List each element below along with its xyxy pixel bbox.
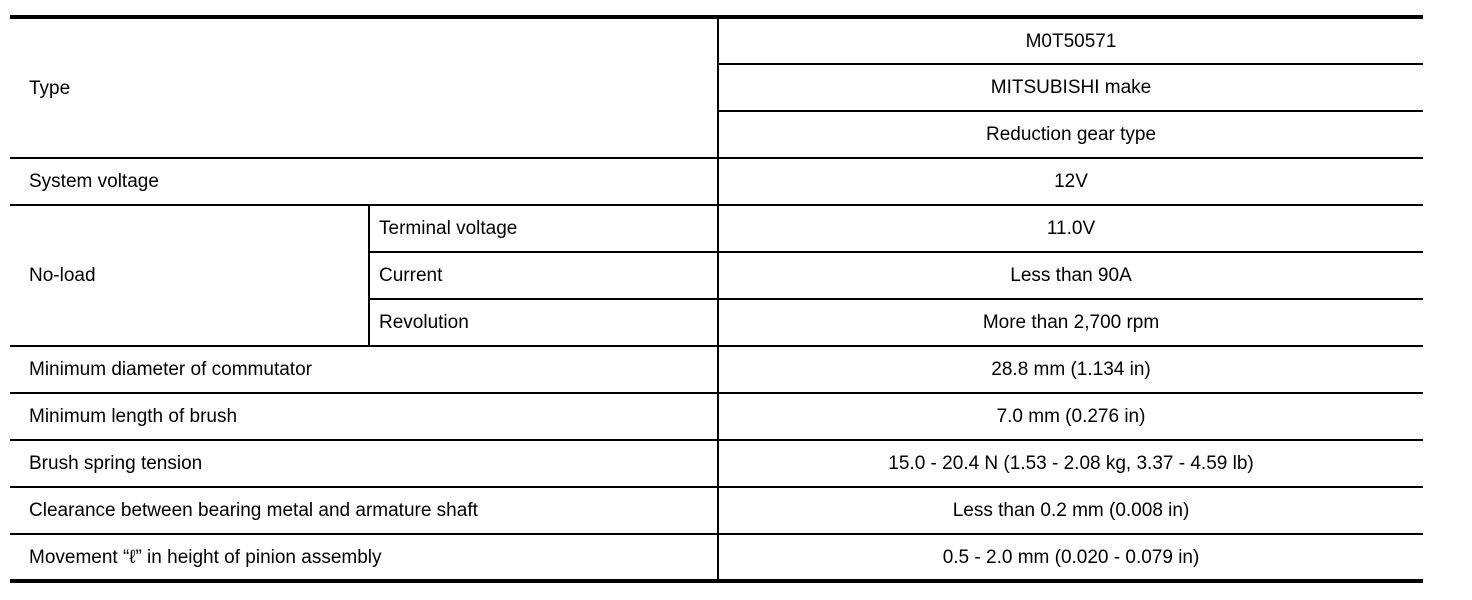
system-voltage-value: 12V — [718, 158, 1423, 205]
table-row — [10, 346, 1423, 393]
table-row — [10, 393, 1423, 440]
revolution-label: Revolution — [369, 299, 718, 346]
manufacturer: MITSUBISHI make — [718, 64, 1423, 111]
current-value: Less than 90A — [718, 252, 1423, 299]
starter-spec-table — [10, 15, 1423, 583]
brush-length-value: 7.0 mm (0.276 in) — [718, 393, 1423, 440]
table-row — [10, 440, 1423, 487]
system-voltage-label: System voltage — [10, 158, 718, 205]
terminal-voltage-label: Terminal voltage — [369, 205, 718, 252]
model-number: M0T50571 — [718, 17, 1423, 64]
no-load-label: No-load — [10, 205, 369, 346]
terminal-voltage-value: 11.0V — [718, 205, 1423, 252]
bearing-clearance-label: Clearance between bearing metal and armature shaft — [10, 487, 718, 534]
gear-type: Reduction gear type — [718, 111, 1423, 158]
brush-spring-tension-value: 15.0 - 20.4 N (1.53 - 2.08 kg, 3.37 - 4.59 lb) — [718, 440, 1423, 487]
bearing-clearance-value: Less than 0.2 mm (0.008 in) — [718, 487, 1423, 534]
table-row — [10, 534, 1423, 581]
type-label: Type — [10, 17, 718, 158]
table-row — [10, 487, 1423, 534]
commutator-diameter-value: 28.8 mm (1.134 in) — [718, 346, 1423, 393]
table-row — [10, 17, 1423, 64]
brush-spring-tension-label: Brush spring tension — [10, 440, 718, 487]
pinion-movement-label: Movement “ℓ” in height of pinion assembly — [10, 534, 718, 581]
table-row — [10, 158, 1423, 205]
pinion-movement-value: 0.5 - 2.0 mm (0.020 - 0.079 in) — [718, 534, 1423, 581]
commutator-diameter-label: Minimum diameter of commutator — [10, 346, 718, 393]
brush-length-label: Minimum length of brush — [10, 393, 718, 440]
current-label: Current — [369, 252, 718, 299]
revolution-value: More than 2,700 rpm — [718, 299, 1423, 346]
table-row — [10, 205, 1423, 252]
